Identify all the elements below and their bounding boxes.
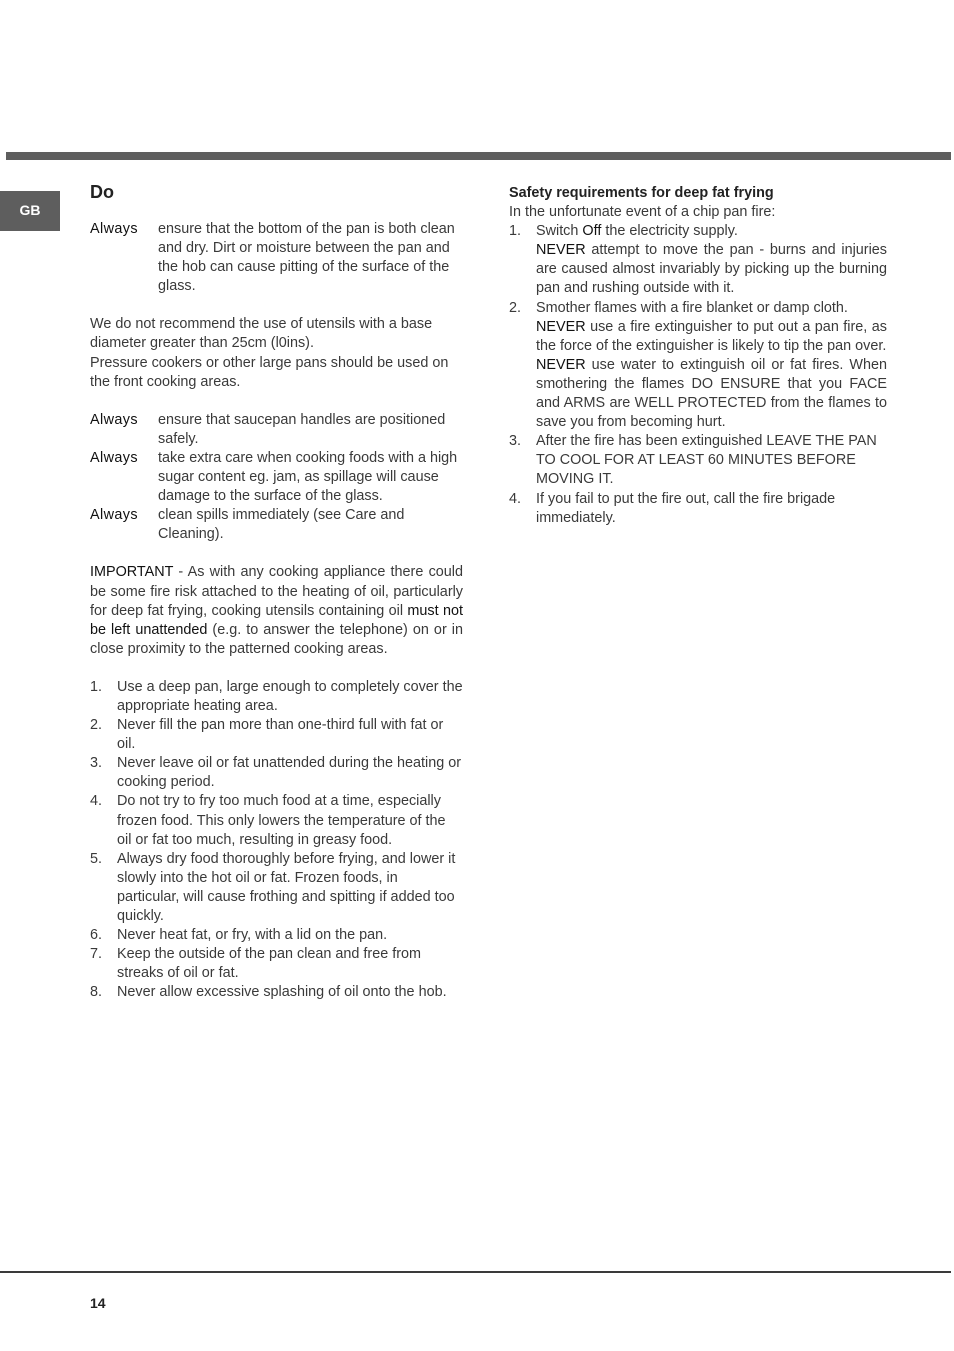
always-item [90, 220, 463, 296]
fire-steps-list [509, 222, 887, 528]
list-number: 3. [509, 433, 522, 450]
always-text: ensure that the bottom of the pan is both clean and dry. Dirt or moisture between the pan and the hob can cause pitting of the surface of the glass. [158, 221, 455, 295]
top-divider-bar [6, 152, 951, 160]
list-number: 8. [90, 984, 103, 1001]
list-number: 4. [509, 490, 522, 507]
section-heading: Do [90, 182, 114, 202]
always-item [90, 449, 463, 506]
important-emphasis: must not be left unattended [90, 602, 463, 638]
list-item [90, 754, 463, 792]
list-text: Use a deep pan, large enough to completely cover the appropriate heating area. [117, 678, 463, 714]
never-label: NEVER [536, 242, 586, 259]
page-number: 14 [90, 1295, 106, 1311]
always-text: take extra care when cooking foods with a high sugar content eg. jam, as spillage will cause damage to the surface of the glass. [158, 449, 458, 505]
list-number: 1. [90, 678, 103, 695]
right-column [509, 184, 887, 528]
list-item [509, 299, 887, 433]
never-label: NEVER [536, 318, 586, 335]
list-text: Always dry food thoroughly before frying, and lower it slowly into the hot oil or fat. Frozen foods, in particular, will cause frothing and spitting if added too quickly. [117, 850, 456, 924]
list-text [536, 222, 887, 298]
list-item [90, 850, 463, 926]
list-number: 4. [90, 793, 103, 810]
list-text: Keep the outside of the pan clean and free from streaks of oil or fat. [117, 946, 422, 982]
always-text: ensure that saucepan handles are positioned safely. [158, 411, 446, 447]
off-label: Off [582, 223, 602, 240]
list-text: Never fill the pan more than one-third full with fat or oil. [117, 717, 444, 753]
list-item [90, 792, 463, 849]
always-text: clean spills immediately (see Care and Cleaning). [158, 507, 405, 543]
smother-text: Smother flames with a fire blanket or damp cloth. [536, 299, 848, 316]
list-text: After the fire has been extinguished LEAVE THE PAN TO COOL FOR AT LEAST 60 MINUTES BEFORE MOVING IT. [536, 433, 877, 488]
list-number: 2. [509, 299, 522, 316]
list-item [509, 432, 887, 489]
list-text: If you fail to put the fire out, call the fire brigade immediately. [536, 490, 836, 526]
list-item [509, 222, 887, 298]
always-term: Always [90, 221, 138, 237]
switch-text: Switch [536, 223, 583, 240]
paragraph-pressure-cookers: Pressure cookers or other large pans should be used on the front cooking areas. [90, 354, 449, 390]
list-text: Never allow excessive splashing of oil onto the hob. [117, 984, 447, 1001]
list-number: 5. [90, 850, 103, 867]
always-term: Always [90, 449, 138, 466]
list-item [509, 490, 887, 528]
never-text: attempt to move the pan - burns and injuries are caused almost invariably by picking up the burning pan and rushing outside with it. [536, 242, 887, 297]
important-notice [90, 563, 463, 658]
list-number: 2. [90, 717, 103, 734]
frying-tips-list [90, 678, 463, 1003]
paragraph-utensils: We do not recommend the use of utensils with a base diameter greater than 25cm (l0ins). [90, 316, 433, 352]
list-number: 3. [90, 755, 103, 772]
always-item [90, 411, 463, 449]
list-text [536, 299, 887, 433]
list-text: Do not try to fry too much food at a time, especially frozen food. This only lowers the temperature of the oil or fat too much, resulting in greasy food. [117, 793, 446, 848]
list-item [90, 716, 463, 754]
list-text: Never heat fat, or fry, with a lid on the pan. [117, 927, 388, 944]
never-text: use a fire extinguisher to put out a pan fire, as the force of the extinguisher is likely to tip the pan over. [536, 318, 887, 354]
never-text: use water to extinguish oil or fat fires. When smothering the flames DO ENSURE that you FACE and ARMS are WELL PROTECTED from the flames to save you from becoming hurt. [536, 356, 887, 431]
left-column [90, 180, 463, 1002]
fire-intro: In the unfortunate event of a chip pan fire: [509, 204, 776, 221]
list-item [90, 678, 463, 716]
list-number: 1. [509, 223, 522, 240]
deep-fat-frying-title: Safety requirements for deep fat frying [509, 185, 774, 201]
always-term: Always [90, 507, 138, 524]
important-label: IMPORTANT [90, 564, 174, 581]
always-term: Always [90, 411, 138, 428]
important-text-2: (e.g. to answer the telephone) on or in close proximity to the patterned cooking areas. [90, 621, 463, 657]
important-text-1: - As with any cooking appliance there could be some fire risk attached to the heating of oil, particularly for deep fat frying, cooking utensils containing oil [90, 564, 463, 619]
always-item [90, 506, 463, 544]
footer-rule [0, 1271, 951, 1273]
list-item [90, 983, 463, 1002]
list-number: 7. [90, 946, 103, 963]
list-number: 6. [90, 927, 103, 944]
never-label: NEVER [536, 356, 586, 373]
list-text: Never leave oil or fat unattended during the heating or cooking period. [117, 755, 462, 791]
language-tab: GB [0, 191, 60, 231]
list-item [90, 926, 463, 945]
supply-text: the electricity supply. [601, 223, 738, 240]
list-item [90, 945, 463, 983]
